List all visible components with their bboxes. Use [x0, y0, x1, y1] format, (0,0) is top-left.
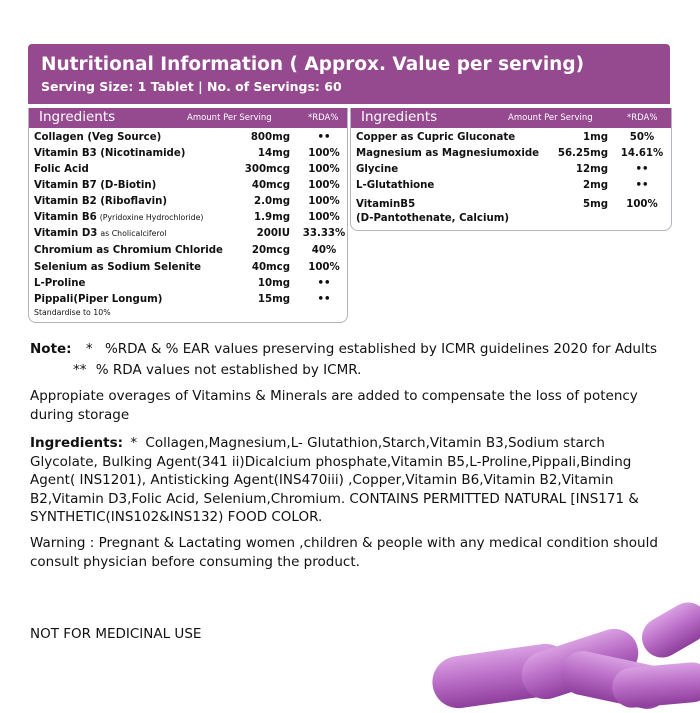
note-text-2: % RDA values not established by ICMR. [95, 362, 362, 378]
ingredients-list [30, 434, 670, 527]
ingredient-label: Vitamin B2 (Riboflavin) [34, 196, 167, 207]
ingredient-name [34, 294, 162, 305]
note-star-2: ** [73, 362, 87, 378]
rda-value: 100% [308, 262, 340, 273]
ingredient-label: Vitamin B6 [34, 212, 97, 223]
rda-value: 33.33% [302, 228, 346, 239]
table-row [29, 212, 347, 229]
rda-value: 100% [308, 164, 340, 175]
amount-value: 2.0mg [254, 196, 290, 207]
table-row [29, 245, 347, 262]
not-for-medicinal-use: NOT FOR MEDICINAL USE [30, 626, 202, 642]
tablet-pill [429, 641, 575, 712]
tablet-pill [610, 661, 700, 710]
amount-value: 300mcg [244, 164, 290, 175]
ingredient-label: Pippali(Piper Longum) [34, 294, 163, 305]
rda-value: •• [317, 278, 331, 289]
ingredient-note: Standardise to 10% [34, 308, 111, 317]
ingredient-name [34, 278, 85, 289]
serving-size: Serving Size: 1 Tablet | No. of Servings: 60 [41, 79, 342, 94]
table-row [29, 164, 347, 181]
ingredient-name: L-Glutathione [356, 180, 435, 191]
right-table-header [351, 108, 671, 128]
ingredient-name [34, 262, 201, 273]
amount-value: 2mg [583, 180, 608, 191]
overages-note: Appropiate overages of Vitamins & Minerals are added to compensate the loss of potency during storage [30, 388, 638, 423]
rda-value: 14.61% [620, 148, 664, 159]
rda-value: 100% [308, 196, 340, 207]
warning-text: Warning : Pregnant & Lactating women ,children & people with any medical condition should consult physician before consuming the product. [30, 535, 658, 570]
amount-value: 12mg [575, 164, 608, 175]
ingredient-name-cont: (D-Pantothenate, Calcium) [356, 213, 509, 224]
ingredient-label: Vitamin B3 (Nicotinamide) [34, 148, 186, 159]
rda-value: 100% [308, 180, 340, 191]
ingredient-name [34, 228, 166, 239]
ingredient-name [34, 132, 161, 143]
amount-value: 14mg [257, 148, 290, 159]
table-row [351, 132, 671, 149]
rda-value: 100% [308, 148, 340, 159]
amount-value: 10mg [257, 278, 290, 289]
note-star: * [85, 341, 93, 357]
table-row [29, 294, 347, 317]
amount-value: 1.9mg [254, 212, 290, 223]
ingredients-star: * [130, 435, 138, 451]
tablet-pill [635, 595, 700, 665]
tablet-pill [516, 623, 645, 706]
table-row [29, 262, 347, 279]
col-amount: Amount Per Serving [508, 113, 593, 123]
col-rda: *RDA% [627, 113, 658, 123]
nutrition-title: Nutritional Information ( Approx. Value per serving) [41, 54, 585, 75]
table-row [29, 196, 347, 213]
ingredient-label: L-Proline [34, 278, 86, 289]
nutrition-header [28, 44, 670, 104]
amount-value: 40mcg [251, 180, 290, 191]
note-text-1: %RDA & % EAR values preserving established by ICMR guidelines 2020 for Adults [104, 341, 658, 357]
ingredient-label: Selenium as Sodium Selenite [34, 262, 201, 273]
ingredient-name: Magnesium as Magnesiumoxide [356, 148, 540, 159]
ingredient-name: VitaminB5 [356, 199, 416, 210]
ingredient-label: Vitamin B7 (D-Biotin) [34, 180, 157, 191]
ingredient-name: Copper as Cupric Gluconate [356, 132, 516, 143]
table-row [351, 148, 671, 165]
note-line-1 [30, 340, 657, 359]
amount-value: 200IU [256, 228, 290, 239]
ingredient-name [34, 164, 89, 175]
amount-value: 1mg [583, 132, 608, 143]
amount-value: 5mg [583, 199, 608, 210]
col-rda: *RDA% [308, 113, 339, 123]
left-nutrition-table [28, 108, 348, 323]
right-nutrition-table [350, 108, 672, 231]
rda-value: •• [635, 180, 649, 191]
ingredient-note: as Cholicalciferol [100, 229, 167, 238]
ingredient-label: Vitamin D3 [34, 228, 98, 239]
ingredient-label: Folic Acid [34, 164, 89, 175]
rda-value: 100% [308, 212, 340, 223]
rda-value: •• [635, 164, 649, 175]
table-row [29, 278, 347, 295]
left-table-header [29, 108, 347, 128]
rda-value: 50% [629, 132, 655, 143]
ingredient-name [34, 245, 223, 256]
ingredient-label: Chromium as Chromium Chloride [34, 245, 223, 256]
rda-value: 40% [311, 245, 337, 256]
ingredient-name: Glycine [356, 164, 399, 175]
ingredient-name [34, 180, 156, 191]
table-row [351, 164, 671, 181]
col-amount: Amount Per Serving [187, 113, 272, 123]
col-ingredients: Ingredients [361, 109, 438, 125]
amount-value: 800mg [250, 132, 290, 143]
col-ingredients: Ingredients [39, 109, 116, 125]
amount-value: 56.25mg [557, 148, 608, 159]
table-row [351, 180, 671, 197]
amount-value: 20mcg [251, 245, 290, 256]
ingredient-note: (Pyridoxine Hydrochloride) [99, 213, 204, 222]
table-row [29, 132, 347, 149]
table-row [29, 148, 347, 165]
rda-value: •• [317, 294, 331, 305]
ingredient-name [34, 196, 167, 207]
note-label: Note: [30, 341, 72, 357]
tablet-pill [557, 647, 674, 713]
rda-value: 100% [626, 199, 658, 210]
ingredients-text: Collagen,Magnesium,L- Glutathion,Starch,Vitamin B3,Sodium starch Glycolate, Bulking Agent(341 ii)Dicalcium phosphate,Vitamin B5,L-Proline,Pippali,Binding Agent( INS1201), Antisticking Agent(INS470iii) ,Copper,Vitamin B6,Vitamin B2,Vitamin B2,Vitamin D3,Folic Acid, Selenium,Chromium. CONTAINS PERMITTED NATURAL [INS171 & SYNTHETIC(INS102&INS132) FOOD COLOR. [30, 435, 639, 525]
table-row [29, 180, 347, 197]
rda-value: •• [317, 132, 331, 143]
ingredients-label: Ingredients: [30, 435, 124, 451]
amount-value: 15mg [257, 294, 290, 305]
table-row [351, 199, 671, 224]
ingredient-name [34, 212, 203, 223]
note-line-2 [73, 361, 361, 380]
ingredient-label: Collagen (Veg Source) [34, 132, 162, 143]
amount-value: 40mcg [251, 262, 290, 273]
table-row [29, 228, 347, 245]
ingredient-name [34, 148, 185, 159]
